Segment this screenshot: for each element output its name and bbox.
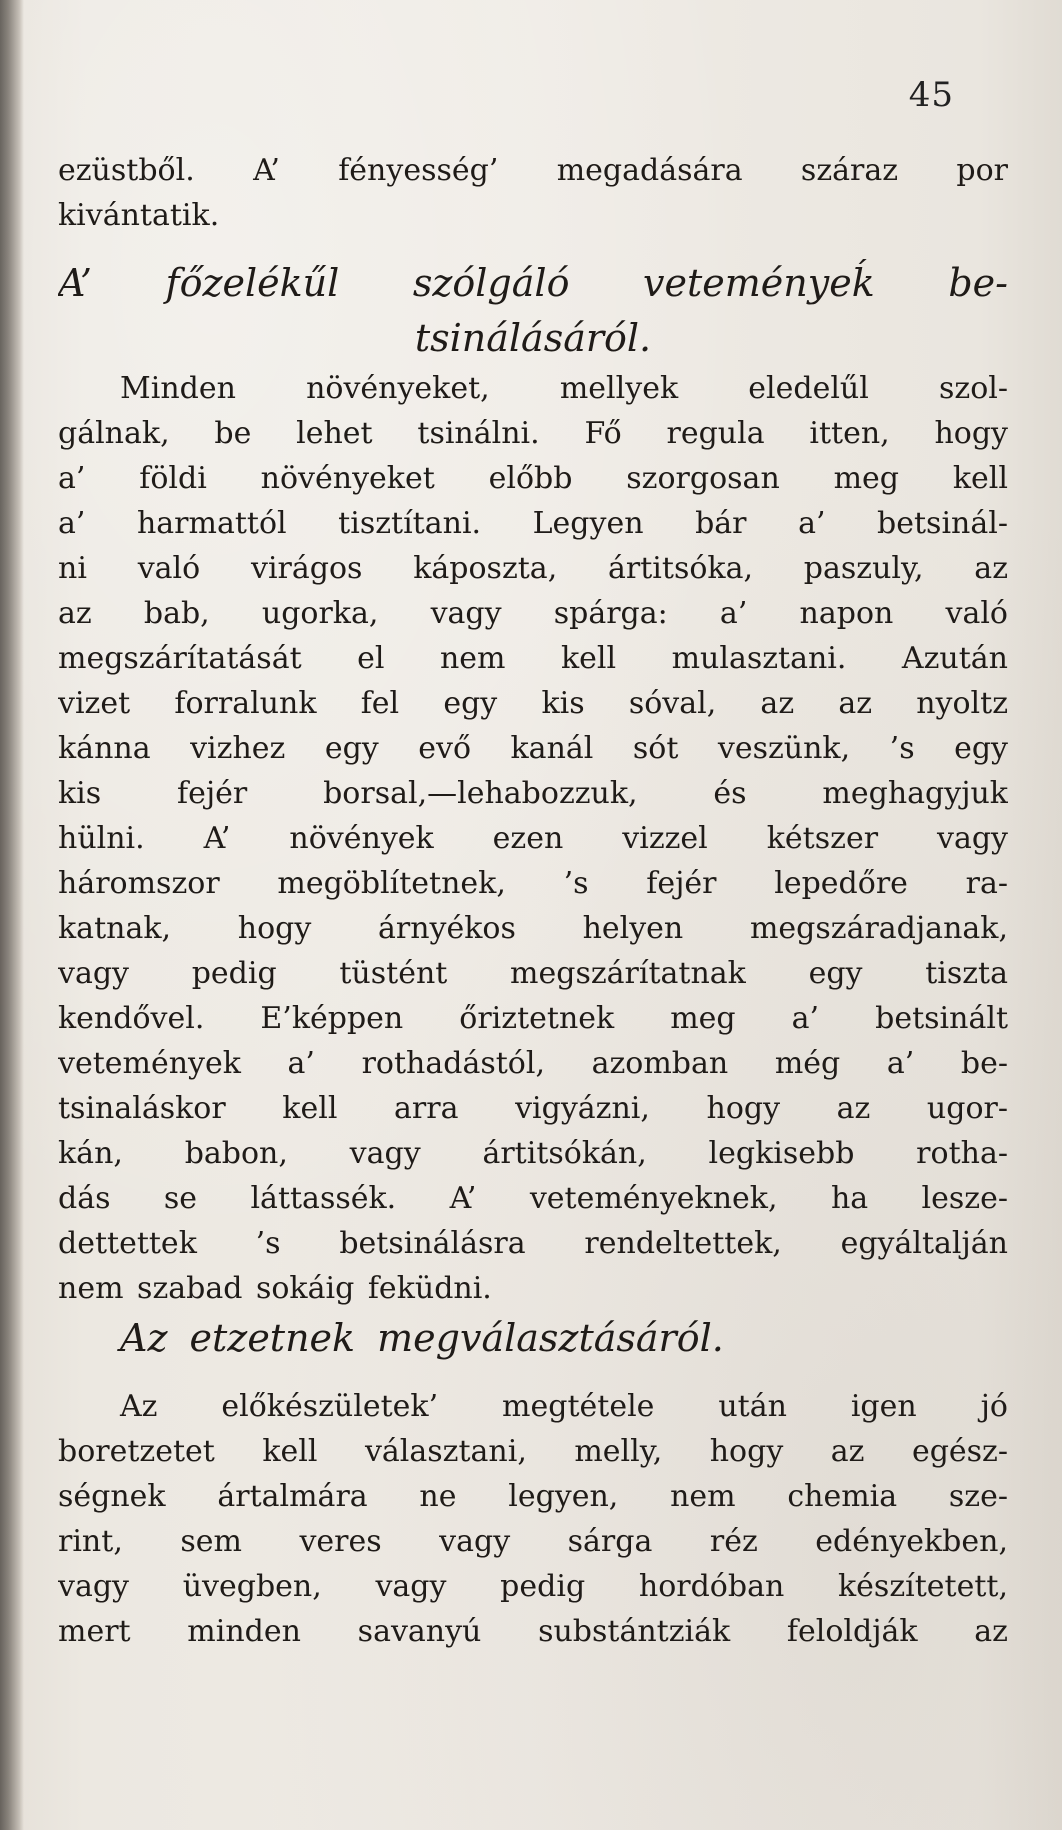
paragraph-vinegar	[58, 1384, 1008, 1654]
text-line: tsinaláskor kell arra vigyázni, hogy az ugor-	[58, 1091, 1008, 1126]
text-line: ezüstből. A’ fényesség’ megadására száraz por	[58, 153, 1008, 188]
text-line: rint, sem veres vagy sárga réz edényekben,	[58, 1524, 1008, 1559]
text-line: háromszor megöblítetnek, ’s fejér lepedőre ra-	[58, 866, 1008, 901]
text-line: katnak, hogy árnyékos helyen megszáradjanak,	[58, 911, 1008, 946]
text-line: hülni. A’ növények ezen vizzel kétszer vagy	[58, 821, 1008, 856]
text-line: mert minden savanyú substántziák feloldják az	[58, 1614, 1008, 1649]
heading-line: A’ főzelékűl szólgáló veteményeḱ be-	[58, 261, 1008, 305]
paragraph-vegetables	[58, 366, 1008, 1311]
text-line: dettettek ’s betsinálásra rendeltettek, egyáltalján	[58, 1226, 1008, 1261]
text-line: ni való virágos káposzta, ártitsóka, paszuly, az	[58, 551, 1008, 586]
text-line: kán, babon, vagy ártitsókán, legkisebb rotha-	[58, 1136, 1008, 1171]
text-line: ségnek ártalmára ne legyen, nem chemia sze-	[58, 1479, 1008, 1514]
text-line: nem szabad sokáig feküdni.	[58, 1271, 492, 1306]
page-text	[58, 148, 1008, 1654]
text-line: Minden növényeket, mellyek eledelűl szol-	[120, 371, 1008, 406]
section-heading-vegetables	[58, 256, 1008, 366]
text-line: vizet forralunk fel egy kis sóval, az az nyoltz	[58, 686, 1008, 721]
text-line: vetemények a’ rothadástól, azomban még a’ be-	[58, 1046, 1008, 1081]
text-line: kis fejér borsal,—lehabozzuk, és meghagyjuk	[58, 776, 1008, 811]
text-line: kivántatik.	[58, 198, 220, 233]
text-line: boretzetet kell választani, melly, hogy az egész-	[58, 1434, 1008, 1469]
text-line: Az előkészületek’ megtétele után igen jó	[120, 1389, 1008, 1424]
text-line: a’ földi növényeket előbb szorgosan meg kell	[58, 461, 1008, 496]
text-line: a’ harmattól tisztítani. Legyen bár a’ betsinál-	[58, 506, 1008, 541]
text-line: vagy üvegben, vagy pedig hordóban készítetett,	[58, 1569, 1008, 1604]
text-line: vagy pedig tüstént megszárítatnak egy tiszta	[58, 956, 1008, 991]
heading-line: Az etzetnek megválasztásáról.	[120, 1316, 724, 1360]
text-line: dás se láttassék. A’ veteményeknek, ha lesze-	[58, 1181, 1008, 1216]
text-line: gálnak, be lehet tsinálni. Fő regula itten, hogy	[58, 416, 1008, 451]
binding-shadow	[0, 0, 24, 1830]
section-heading-vinegar	[58, 1311, 1008, 1366]
text-line: kánna vizhez egy evő kanál sót veszünk, ’s egy	[58, 731, 1008, 766]
heading-line: tsinálásáról.	[414, 316, 652, 360]
page-number: 45	[908, 75, 954, 115]
text-line: kendővel. E’képpen őriztetnek meg a’ betsinált	[58, 1001, 1008, 1036]
text-line: az bab, ugorka, vagy spárga: a’ napon való	[58, 596, 1008, 631]
text-line: megszárítatását el nem kell mulasztani. Azután	[58, 641, 1008, 676]
continued-text	[58, 148, 1008, 238]
